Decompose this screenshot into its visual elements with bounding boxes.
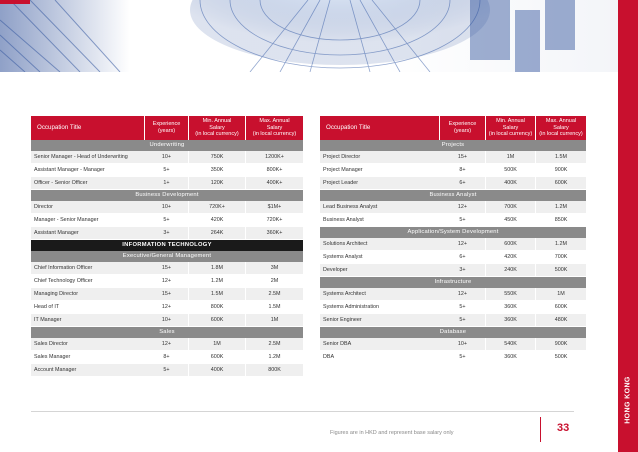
cell-occupation: Assistant Manager: [31, 227, 145, 240]
cell-max-salary: 1.2M: [246, 351, 303, 364]
table-row: [320, 251, 586, 264]
banner-graphic: [0, 0, 638, 72]
table-row: [320, 177, 586, 190]
table-row: [320, 214, 586, 227]
table-row: [31, 351, 303, 364]
cell-occupation: Lead Business Analyst: [320, 201, 440, 214]
header-experience: Experience (years): [440, 116, 486, 140]
section-label: Business Development: [31, 190, 303, 201]
header-occupation-title: Occupation Title: [320, 116, 440, 140]
header-max-salary: Max. Annual Salary (in local currency): [536, 116, 586, 140]
cell-occupation: Project Leader: [320, 177, 440, 190]
cell-occupation: Head of IT: [31, 301, 145, 314]
table-row: [31, 201, 303, 214]
footer-divider: [31, 411, 574, 412]
section-row: [320, 140, 586, 151]
page-number-divider: [540, 417, 541, 442]
cell-experience: 15+: [440, 151, 486, 164]
table-row: [320, 351, 586, 364]
section-label: Executive/General Management: [31, 251, 303, 262]
side-bar: [618, 0, 638, 452]
cell-occupation: Director: [31, 201, 145, 214]
cell-experience: 12+: [440, 238, 486, 251]
side-label: HONG KONG: [624, 376, 632, 424]
page-number: 33: [557, 422, 570, 434]
table-row: [320, 338, 586, 351]
cell-occupation: Chief Information Officer: [31, 262, 145, 275]
cell-min-salary: 1.2M: [189, 275, 246, 288]
cell-experience: 5+: [440, 301, 486, 314]
cell-experience: 3+: [145, 227, 189, 240]
cell-experience: 12+: [440, 288, 486, 301]
cell-min-salary: 400K: [189, 364, 246, 377]
cell-max-salary: 1200K+: [246, 151, 303, 164]
cell-experience: 15+: [145, 288, 189, 301]
cell-occupation: Systems Administration: [320, 301, 440, 314]
cell-min-salary: 420K: [189, 214, 246, 227]
section-row: [31, 190, 303, 201]
cell-occupation: Project Director: [320, 151, 440, 164]
cell-max-salary: 720K+: [246, 214, 303, 227]
cell-experience: 12+: [145, 338, 189, 351]
section-row: [320, 277, 586, 288]
cell-experience: 3+: [440, 264, 486, 277]
table-header: [320, 116, 586, 140]
cell-min-salary: 264K: [189, 227, 246, 240]
cell-experience: 15+: [145, 262, 189, 275]
cell-min-salary: 500K: [486, 164, 536, 177]
cell-min-salary: 600K: [486, 238, 536, 251]
table-row: [31, 288, 303, 301]
cell-experience: 12+: [145, 275, 189, 288]
cell-max-salary: 1.2M: [536, 238, 586, 251]
salary-table-left: [31, 116, 303, 377]
cell-max-salary: 1.5M: [246, 301, 303, 314]
section-row: [320, 327, 586, 338]
cell-experience: 5+: [440, 314, 486, 327]
cell-min-salary: 360K: [486, 301, 536, 314]
cell-min-salary: 750K: [189, 151, 246, 164]
cell-max-salary: 1.5M: [536, 151, 586, 164]
section-row: [320, 227, 586, 238]
cell-occupation: Solutions Architect: [320, 238, 440, 251]
cell-occupation: IT Manager: [31, 314, 145, 327]
cell-max-salary: 480K: [536, 314, 586, 327]
section-row: [31, 251, 303, 262]
cell-occupation: DBA: [320, 351, 440, 364]
cell-max-salary: 2.5M: [246, 338, 303, 351]
cell-experience: 12+: [440, 201, 486, 214]
cell-max-salary: 360K+: [246, 227, 303, 240]
table-row: [31, 314, 303, 327]
cell-occupation: Business Analyst: [320, 214, 440, 227]
cell-occupation: Senior Manager - Head of Underwriting: [31, 151, 145, 164]
cell-max-salary: 900K: [536, 164, 586, 177]
section-label: Infrastructure: [320, 277, 586, 288]
cell-min-salary: 1M: [486, 151, 536, 164]
cell-min-salary: 700K: [486, 201, 536, 214]
table-row: [320, 238, 586, 251]
cell-occupation: Account Manager: [31, 364, 145, 377]
cell-min-salary: 350K: [189, 164, 246, 177]
cell-occupation: Assistant Manager - Manager: [31, 164, 145, 177]
table-header: [31, 116, 303, 140]
header-experience: Experience (years): [145, 116, 189, 140]
cell-experience: 10+: [145, 314, 189, 327]
cell-min-salary: 600K: [189, 314, 246, 327]
cell-min-salary: 1.5M: [189, 288, 246, 301]
cell-max-salary: 500K: [536, 264, 586, 277]
header-min-salary: Min. Annual Salary (in local currency): [486, 116, 536, 140]
salary-table-right: [320, 116, 586, 364]
cell-min-salary: 240K: [486, 264, 536, 277]
table-row: [320, 264, 586, 277]
cell-occupation: Systems Analyst: [320, 251, 440, 264]
table-row: [31, 227, 303, 240]
table-row: [31, 214, 303, 227]
table-row: [320, 201, 586, 214]
cell-max-salary: 2M: [246, 275, 303, 288]
cell-max-salary: 500K: [536, 351, 586, 364]
header-banner: [0, 0, 638, 72]
cell-experience: 6+: [440, 177, 486, 190]
cell-max-salary: 400K+: [246, 177, 303, 190]
table-row: [31, 151, 303, 164]
cell-max-salary: 1M: [246, 314, 303, 327]
cell-experience: 6+: [440, 251, 486, 264]
cell-min-salary: 360K: [486, 351, 536, 364]
cell-min-salary: 800K: [189, 301, 246, 314]
cell-occupation: Chief Technology Officer: [31, 275, 145, 288]
cell-occupation: Sales Manager: [31, 351, 145, 364]
cell-max-salary: 600K: [536, 177, 586, 190]
cell-min-salary: 550K: [486, 288, 536, 301]
section-label: Underwriting: [31, 140, 303, 151]
cell-min-salary: 420K: [486, 251, 536, 264]
cell-experience: 10+: [145, 151, 189, 164]
cell-max-salary: 800K: [246, 364, 303, 377]
cell-min-salary: 540K: [486, 338, 536, 351]
cell-min-salary: 400K: [486, 177, 536, 190]
table-row: [320, 164, 586, 177]
footnote: Figures are in HKD and represent base salary only: [330, 430, 454, 436]
cell-occupation: Sales Director: [31, 338, 145, 351]
cell-experience: 10+: [145, 201, 189, 214]
table-row: [31, 301, 303, 314]
cell-occupation: Developer: [320, 264, 440, 277]
header-occupation-title: Occupation Title: [31, 116, 145, 140]
cell-occupation: Systems Architect: [320, 288, 440, 301]
cell-max-salary: 700K: [536, 251, 586, 264]
section-label: Application/System Development: [320, 227, 586, 238]
section-label: Projects: [320, 140, 586, 151]
cell-max-salary: 3M: [246, 262, 303, 275]
table-row: [31, 164, 303, 177]
cell-min-salary: 120K: [189, 177, 246, 190]
cell-experience: 8+: [145, 351, 189, 364]
cell-max-salary: 1M: [536, 288, 586, 301]
cell-min-salary: 360K: [486, 314, 536, 327]
table-row: [320, 151, 586, 164]
table-row: [31, 177, 303, 190]
cell-min-salary: 600K: [189, 351, 246, 364]
section-label: INFORMATION TECHNOLOGY: [31, 240, 303, 251]
cell-occupation: Managing Director: [31, 288, 145, 301]
table-row: [31, 262, 303, 275]
table-row: [31, 364, 303, 377]
cell-occupation: Senior Engineer: [320, 314, 440, 327]
table-row: [320, 288, 586, 301]
cell-experience: 5+: [440, 214, 486, 227]
cell-experience: 5+: [145, 364, 189, 377]
cell-max-salary: 850K: [536, 214, 586, 227]
table-row: [31, 338, 303, 351]
cell-occupation: Manager - Senior Manager: [31, 214, 145, 227]
cell-experience: 5+: [440, 351, 486, 364]
cell-occupation: Project Manager: [320, 164, 440, 177]
cell-experience: 12+: [145, 301, 189, 314]
cell-max-salary: 2.5M: [246, 288, 303, 301]
cell-experience: 1+: [145, 177, 189, 190]
cell-experience: 5+: [145, 164, 189, 177]
cell-min-salary: 720K+: [189, 201, 246, 214]
cell-max-salary: 600K: [536, 301, 586, 314]
cell-max-salary: $1M+: [246, 201, 303, 214]
cell-max-salary: 800K+: [246, 164, 303, 177]
major-section-row: [31, 240, 303, 251]
table-row: [320, 314, 586, 327]
cell-experience: 10+: [440, 338, 486, 351]
cell-experience: 8+: [440, 164, 486, 177]
header-max-salary: Max. Annual Salary (in local currency): [246, 116, 303, 140]
cell-occupation: Senior DBA: [320, 338, 440, 351]
cell-max-salary: 900K: [536, 338, 586, 351]
cell-max-salary: 1.2M: [536, 201, 586, 214]
cell-min-salary: 1.8M: [189, 262, 246, 275]
table-row: [31, 275, 303, 288]
section-row: [320, 190, 586, 201]
section-label: Database: [320, 327, 586, 338]
table-row: [320, 301, 586, 314]
section-label: Sales: [31, 327, 303, 338]
section-row: [31, 327, 303, 338]
cell-occupation: Officer - Senior Officer: [31, 177, 145, 190]
cell-experience: 5+: [145, 214, 189, 227]
header-min-salary: Min. Annual Salary (in local currency): [189, 116, 246, 140]
accent-stripe: [0, 0, 30, 4]
section-row: [31, 140, 303, 151]
cell-min-salary: 1M: [189, 338, 246, 351]
section-label: Business Analyst: [320, 190, 586, 201]
cell-min-salary: 450K: [486, 214, 536, 227]
